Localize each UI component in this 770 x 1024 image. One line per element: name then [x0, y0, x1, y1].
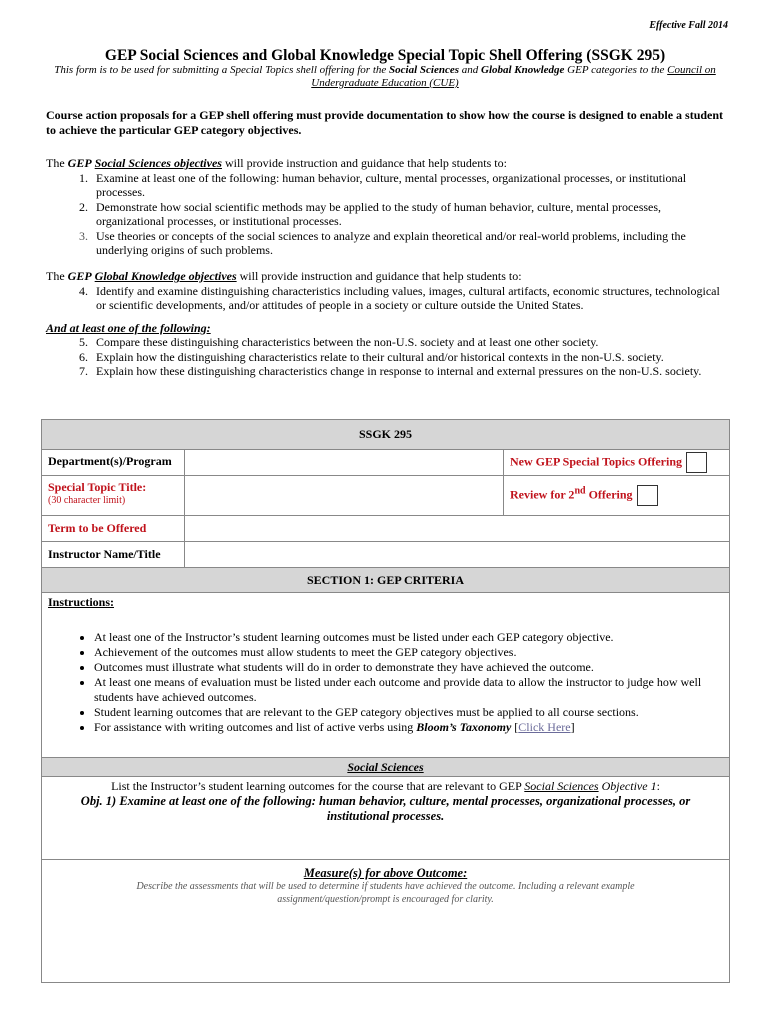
- instructions-label: Instructions:: [48, 595, 115, 609]
- objective-num: 6.: [79, 349, 88, 364]
- lead-gep: GEP: [67, 269, 92, 283]
- instructions-list: [48, 630, 723, 735]
- course-code: SSGK 295: [42, 420, 730, 450]
- review-cell: [504, 476, 730, 516]
- instruction-bullet: [94, 720, 723, 735]
- lead-text: The: [46, 156, 68, 170]
- click-here-link[interactable]: Click Here: [518, 720, 571, 734]
- instruction-bullet: • Achievement of the outcomes must allow students to meet the GEP category objectives.: [94, 645, 723, 660]
- objective-text: Explain how the distinguishing characteristics relate to their cultural and/or historical contexts in the non-U.S. society.: [96, 349, 664, 364]
- objective-text: Demonstrate how social scientific methods may be applied to the study of human behavior, culture, mental processes, organizational processes, or institutional processes.: [96, 199, 662, 228]
- instruction-bullet: • At least one means of evaluation must be listed under each outcome and provide data to allow the instructor to judge how well students have achieved outcomes.: [94, 675, 723, 705]
- gk-objectives-link: Global Knowledge objectives: [94, 269, 237, 283]
- objective-text: Identify and examine distinguishing characteristics including values, images, cultural artifacts, economic structures, technological or scientific developments, and/or attitudes of people in a society or culture outside the United States.: [96, 283, 720, 312]
- subtitle: [44, 64, 726, 90]
- term-label: Term to be Offered: [42, 516, 185, 542]
- department-label: Department(s)/Program: [42, 450, 185, 476]
- objective1-text: Obj. 1) Examine at least one of the following: human behavior, culture, mental processes, organizational processes, or institutional processes.: [80, 794, 691, 823]
- measure-label: [82, 866, 689, 881]
- list-text: List the Instructor’s student learning outcomes for the course that are relevant to GEP: [111, 779, 525, 793]
- measure-text: Measure(s) for above Outcome:: [303, 866, 468, 880]
- instruction-bullet: • Student learning outcomes that are relevant to the GEP category objectives must be applied to all course sections.: [94, 705, 723, 720]
- objective-item: [46, 200, 726, 229]
- objective-item: [46, 229, 726, 258]
- cue-link[interactable]: Council on Undergraduate Education (CUE): [311, 64, 716, 89]
- topic-input[interactable]: [185, 476, 504, 516]
- objective-item: [46, 350, 726, 365]
- subtitle-text: GEP categories to the: [564, 64, 668, 76]
- social-sciences-heading: [42, 758, 730, 777]
- new-offering-label: New GEP Special Topics Offering: [510, 454, 683, 469]
- and-label: [46, 321, 726, 336]
- instructor-label: Instructor Name/Title: [42, 542, 185, 568]
- objective-text: Compare these distinguishing characteristics between the non-U.S. society and at least one other society.: [96, 335, 599, 349]
- objective-item: [46, 171, 726, 200]
- objective-item: [46, 364, 726, 379]
- subtitle-ss: Social Sciences: [389, 64, 459, 76]
- list-ss: Social Sciences: [524, 779, 599, 793]
- review-checkbox[interactable]: [637, 485, 658, 506]
- ss-lead: [46, 156, 726, 171]
- list-obj: Objective 1: [598, 779, 657, 793]
- section1-heading: SECTION 1: GEP CRITERIA: [42, 568, 730, 593]
- subtitle-text: and: [459, 64, 481, 76]
- new-offering-cell: [504, 450, 730, 476]
- topic-label-cell: [42, 476, 185, 516]
- page-title: GEP Social Sciences and Global Knowledge Special Topic Shell Offering (SSGK 295): [104, 47, 666, 64]
- instructions-cell: [42, 593, 730, 758]
- term-input[interactable]: [185, 516, 730, 542]
- objective-num: 7.: [79, 364, 88, 378]
- objective-num: 1.: [79, 170, 88, 185]
- topic-label: Special Topic Title:: [48, 480, 147, 494]
- objective-num: 2.: [79, 199, 88, 214]
- review-sup: nd: [574, 485, 586, 497]
- social-sciences-label: Social Sciences: [347, 760, 424, 774]
- objective-num: 4.: [79, 283, 88, 298]
- objective-num: 5.: [79, 335, 88, 349]
- review-label: Review for 2: [510, 487, 575, 502]
- objective-item: [46, 335, 726, 350]
- and-label-text: And at least one of the following:: [46, 320, 211, 335]
- objective-text: Examine at least one of the following: human behavior, culture, mental processes, organizational processes, or institutional processes.: [96, 170, 687, 199]
- measure-cell[interactable]: [42, 860, 730, 983]
- gk-objectives: [46, 269, 726, 379]
- subtitle-text: This form is to be used for submitting a Special Topics shell offering for the: [54, 64, 390, 76]
- bracket: ]: [570, 720, 575, 734]
- list-colon: :: [656, 779, 660, 793]
- assess-hint: Describe the assessments that will be used to determine if students have achieved the outcome. Including a relevant example assignment/question/prompt is encouraged for clarity.: [136, 881, 635, 905]
- lead-gep: GEP: [67, 156, 92, 170]
- objective-text: Use theories or concepts of the social sciences to analyze and explain theoretical and/or real-world problems, including the underlying origins of such problems.: [96, 228, 686, 257]
- effective-date: Effective Fall 2014: [649, 20, 728, 31]
- review-label-end: Offering: [585, 487, 633, 502]
- lead-text: will provide instruction and guidance that help students to:: [221, 156, 507, 170]
- subtitle-gk: Global Knowledge: [481, 64, 565, 76]
- instructor-input[interactable]: [185, 542, 730, 568]
- instruction-bullet: • Outcomes must illustrate what students will do in order to demonstrate they have achieved the outcome.: [94, 660, 723, 675]
- objective-item: [46, 284, 726, 313]
- bracket: [: [511, 720, 519, 734]
- objective-num: 3.: [79, 228, 88, 243]
- objective1-cell[interactable]: [42, 777, 730, 860]
- list-instruction: [50, 779, 721, 794]
- topic-hint: (30 character limit): [48, 495, 126, 506]
- instruction-bullet: • At least one of the Instructor’s student learning outcomes must be listed under each GEP category objective.: [94, 630, 723, 645]
- blooms-taxonomy: Bloom’s Taxonomy: [416, 720, 512, 734]
- lead-text: will provide instruction and guidance that help students to:: [236, 269, 522, 283]
- department-input[interactable]: [185, 450, 504, 476]
- course-form: [41, 419, 730, 983]
- ss-objectives-link: Social Sciences objectives: [94, 156, 222, 170]
- intro-paragraph: Course action proposals for a GEP shell offering must provide documentation to show how the course is designed to enable a student to achieve the particular GEP category objectives.: [46, 108, 724, 137]
- gk-lead: [46, 269, 726, 284]
- objective-text: Explain how these distinguishing characteristics change in response to internal and external pressures on the non-U.S. society.: [96, 364, 702, 378]
- lead-text: The: [46, 269, 68, 283]
- bullet-text: For assistance with writing outcomes and list of active verbs using: [94, 720, 417, 734]
- ss-objectives: [46, 156, 726, 258]
- new-offering-checkbox[interactable]: [686, 452, 707, 473]
